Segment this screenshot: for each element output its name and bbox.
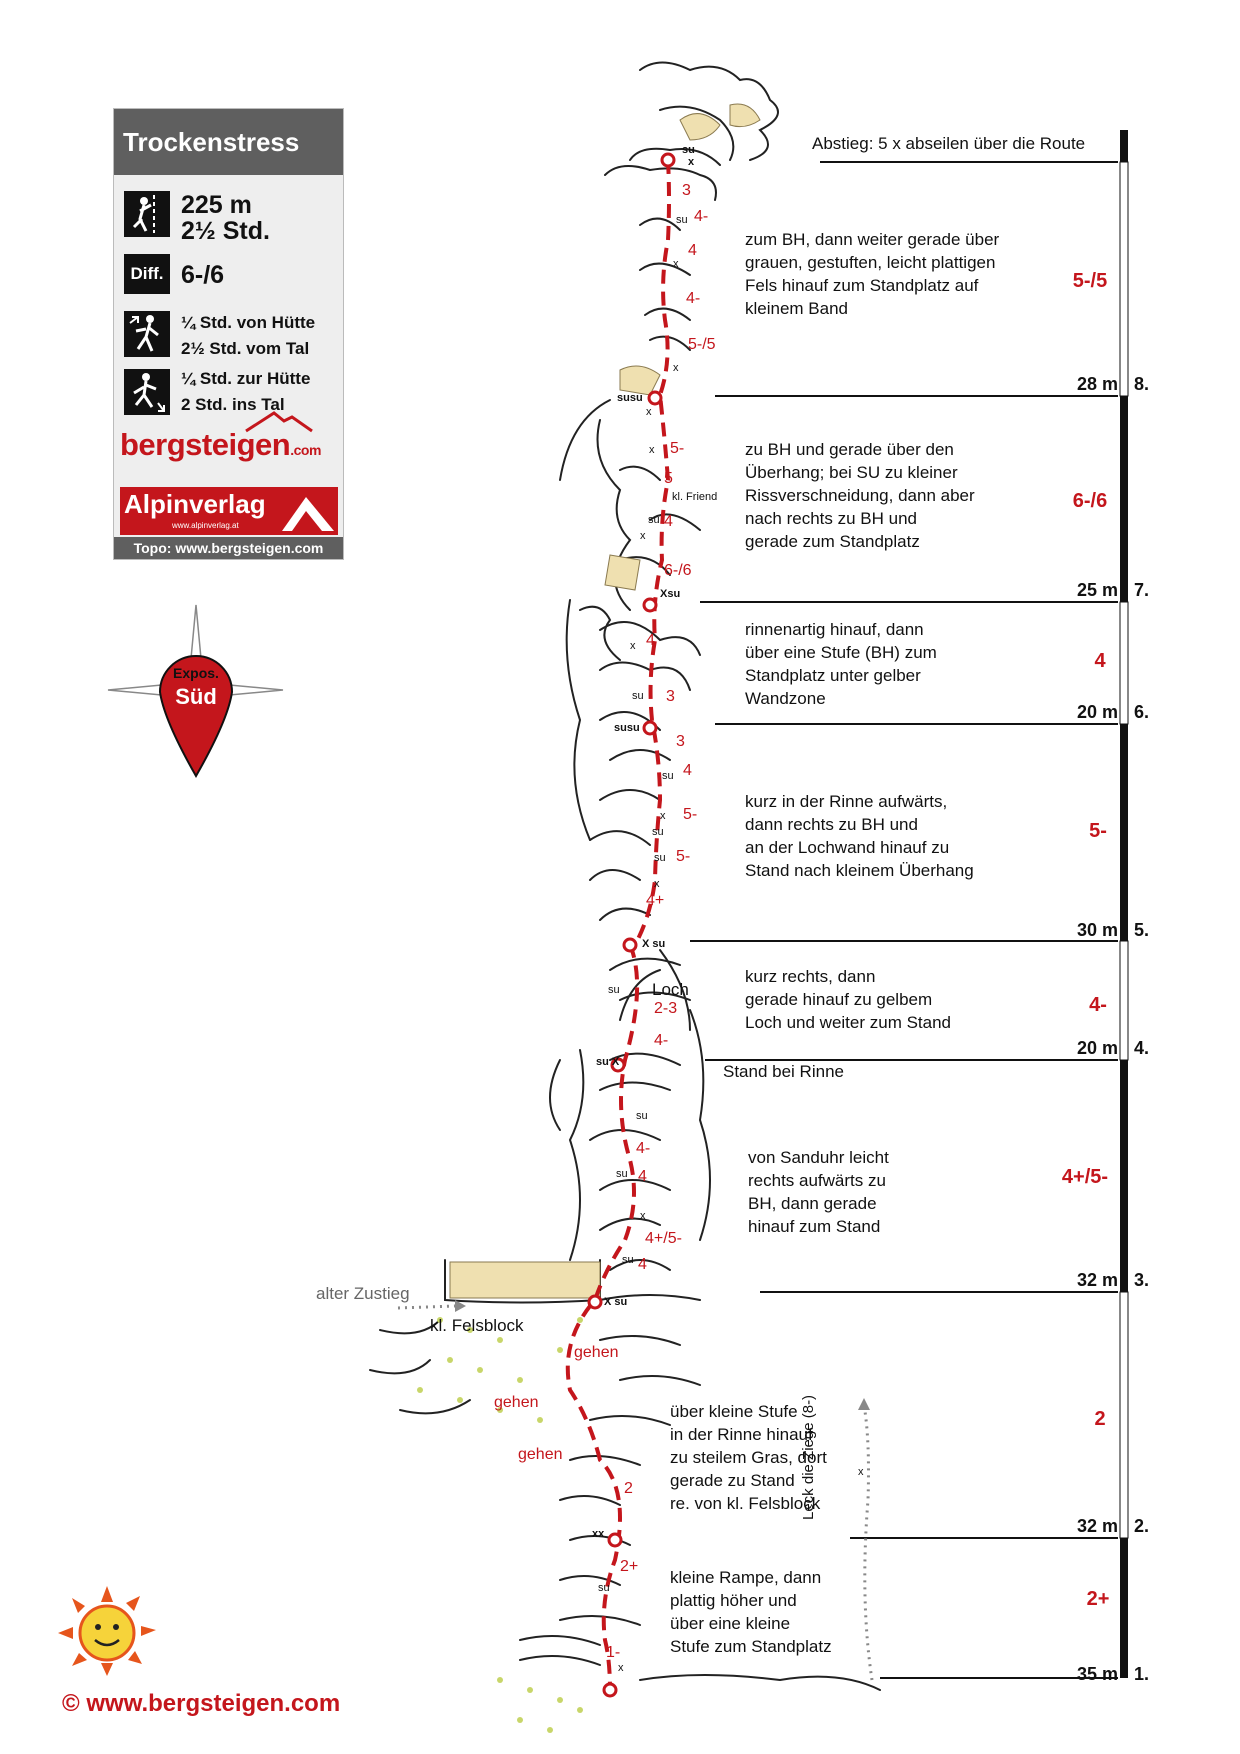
route-grade: 2 (624, 1480, 633, 1497)
pitch-number: 5. (1134, 920, 1150, 940)
compass-label-expos: Expos. (173, 665, 219, 681)
pitch-grade: 2 (1094, 1408, 1106, 1430)
bolt-label: x (630, 640, 636, 652)
approach-from-hut: ¼ Std. von Hütte (181, 313, 316, 332)
pitch-grade: 4 (1094, 650, 1106, 672)
route-grade: 3 (682, 182, 691, 199)
bolt-label: x (673, 362, 679, 374)
kl-felsblock-label: kl. Felsblock (430, 1316, 524, 1335)
pitch-length: 25 m (1076, 580, 1118, 600)
route-grade: 4- (654, 1032, 669, 1049)
pitch-description-line: dann rechts zu BH und (745, 815, 918, 834)
route-grade: 5 (664, 470, 673, 487)
route-grade: 1- (606, 1644, 621, 1661)
bolt-label: x (654, 878, 660, 890)
pitch-bar (1120, 130, 1128, 1678)
belay-label: su X (596, 1056, 620, 1068)
belay-label: su (682, 144, 695, 156)
sanduhr-label: su (662, 770, 674, 782)
route-grade: 4+ (646, 892, 665, 909)
pitch-description-line: an der Lochwand hinauf zu (745, 838, 950, 857)
pitch-description-line: plattig höher und (670, 1591, 797, 1610)
route-grade: 4 (638, 1168, 647, 1185)
route-grade: 4 (664, 513, 673, 530)
sanduhr-label: su (632, 690, 644, 702)
route-grade: 4 (688, 242, 697, 259)
pitch-description-line: über eine kleine (670, 1614, 791, 1633)
pitch-number: 7. (1134, 580, 1150, 600)
pitch-number: 2. (1134, 1516, 1150, 1536)
pitch-description-line: Stufe zum Standplatz (670, 1637, 832, 1656)
pitch-description-line: kurz in der Rinne aufwärts, (745, 792, 948, 811)
descent-note: Abstieg: 5 x abseilen über die Route (812, 134, 1086, 153)
route-grade: 2+ (620, 1558, 639, 1575)
route-grade: 3 (676, 733, 685, 750)
bolt-label: x (640, 530, 646, 542)
pitch-description-line: in der Rinne hinauf (670, 1425, 813, 1444)
pitch-length: 32 m (1076, 1516, 1118, 1536)
belay-label: xx (592, 1528, 605, 1540)
footer-copyright: © www.bergsteigen.com (62, 1690, 341, 1717)
route-grade: 4 (646, 632, 655, 649)
pitch-description-line: gerade zum Standplatz (745, 532, 920, 551)
belay-label: susu (614, 722, 640, 734)
pitch-description-line: über eine Stufe (BH) zum (745, 643, 937, 662)
climber-length-icon (124, 191, 170, 237)
loch-label: Loch (652, 980, 689, 999)
pitch-grade: 5-/5 (1072, 270, 1108, 292)
route-grade: 6-/6 (664, 562, 692, 579)
belay-label: X su (642, 938, 666, 950)
pitch-length: 32 m (1076, 1270, 1118, 1290)
pitch-length: 30 m (1076, 920, 1118, 940)
route-duration: 2½ Std. (181, 217, 270, 245)
route-line (568, 160, 669, 1690)
pitch-number: 8. (1134, 374, 1150, 394)
bolt-label: x (673, 258, 679, 270)
leck-die-ziege-label: Leck die Ziege (8-) (800, 1394, 817, 1520)
alpinverlag-logo: Alpinverlag www.alpinverlag.at (120, 487, 338, 535)
pitch-number: 3. (1134, 1270, 1150, 1290)
pitch-description-line: nach rechts zu BH und (745, 509, 917, 528)
sanduhr-label: su (616, 1168, 628, 1180)
pitch-description-line: Überhang; bei SU zu kleiner (745, 463, 958, 482)
approach-from-valley: 2½ Std. vom Tal (181, 339, 310, 358)
leck-die-ziege-arrowhead (858, 1398, 870, 1410)
topo-credit: Topo: www.bergsteigen.com (114, 537, 343, 559)
pitch-length: 20 m (1076, 1038, 1118, 1058)
pitch-description-line: von Sanduhr leicht (748, 1148, 889, 1167)
bolt-label: x (618, 1662, 624, 1674)
pitch-length: 35 m (1076, 1664, 1118, 1684)
belay-label: susu (617, 392, 643, 404)
route-title: Trockenstress (114, 109, 343, 175)
sanduhr-label: su (654, 852, 666, 864)
pitch-description-line: Standplatz unter gelber (745, 666, 921, 685)
pitch-description-line: Fels hinauf zum Standplatz auf (745, 276, 979, 295)
bolt-label: x (858, 1466, 864, 1478)
pitch-description-line: gerade hinauf zu gelbem (745, 990, 933, 1009)
bolt-label: x (688, 156, 695, 168)
pitch-description-line: Rissverschneidung, dann aber (745, 486, 975, 505)
pitch-description-line: Loch und weiter zum Stand (745, 1013, 952, 1032)
route-grade: 5- (676, 848, 691, 865)
sun-logo-icon (58, 1586, 156, 1676)
route-grade: 5- (683, 806, 698, 823)
sanduhr-label: su (622, 1254, 634, 1266)
pitch-grade: 5- (1089, 820, 1107, 842)
belay-label: Xsu (660, 588, 681, 600)
pitch-description-line: über kleine Stufe (670, 1402, 798, 1421)
pitch-description-line: gerade zu Stand (670, 1471, 795, 1490)
difficulty-label: Diff. (124, 254, 170, 294)
kl-friend-label: kl. Friend (672, 491, 718, 503)
return-to-valley: 2 Std. ins Tal (181, 395, 285, 414)
bolt-label: x (660, 810, 666, 822)
pitch-description-line: rinnenartig hinauf, dann (745, 620, 924, 639)
pitch-description-line: re. von kl. Felsblock (670, 1494, 821, 1513)
pitch-description-line: kleinem Band (745, 299, 849, 318)
route-length: 225 m (181, 191, 252, 219)
route-grade: 4 (638, 1256, 647, 1273)
route-grade: gehen (518, 1446, 563, 1463)
pitch-description-line: zu steilem Gras, dort (670, 1448, 827, 1467)
pitch-number: 6. (1134, 702, 1150, 722)
route-difficulty: 6-/6 (181, 261, 225, 289)
pitch-length: 20 m (1076, 702, 1118, 722)
yellow-rock-zones (450, 104, 760, 1298)
belay-label: X su (604, 1296, 628, 1308)
pitch-grade: 2+ (1086, 1588, 1110, 1610)
sanduhr-label: su (676, 214, 688, 226)
pitch-description-line: rechts aufwärts zu (748, 1171, 886, 1190)
route-grade: gehen (494, 1394, 539, 1411)
route-grade: 4+/5- (645, 1230, 682, 1247)
pitch-grade: 6-/6 (1072, 490, 1108, 512)
pitch-description-line: kleine Rampe, dann (670, 1568, 822, 1587)
route-grade: 2-3 (654, 1000, 678, 1017)
sanduhr-label: su (648, 514, 660, 526)
sanduhr-label: su (598, 1582, 610, 1594)
pitch-description-line: Wandzone (745, 689, 826, 708)
pitch-number: 4. (1134, 1038, 1150, 1058)
hiker-descent-icon (124, 369, 170, 415)
alpinverlag-mountain-icon (280, 491, 336, 533)
route-grade: 4 (683, 762, 692, 779)
sanduhr-label: su (652, 826, 664, 838)
pitch-description-line: zu BH und gerade über den (745, 440, 954, 459)
logo-mountain-icon (244, 409, 314, 433)
pitch-description-line: zum BH, dann weiter gerade über (745, 230, 1000, 249)
pitch-description-line: kurz rechts, dann (745, 967, 876, 986)
route-grade: 3 (666, 688, 675, 705)
route-grade: gehen (574, 1344, 619, 1361)
sanduhr-label: su (608, 984, 620, 996)
alter-zustieg-label: alter Zustieg (316, 1284, 410, 1303)
bergsteigen-logo: bergsteigen.com (120, 427, 321, 462)
pitch-description-line: hinauf zum Stand (748, 1217, 881, 1236)
pitch-description-line: Stand nach kleinem Überhang (745, 861, 974, 880)
route-info-card (113, 108, 344, 560)
grass-area (417, 1317, 583, 1733)
hiker-approach-icon (124, 311, 170, 357)
route-grade: 4- (686, 290, 701, 307)
return-to-hut: ¼ Std. zur Hütte (181, 369, 311, 388)
bolt-label: x (646, 406, 652, 418)
bolt-label: x (640, 1210, 646, 1222)
pitch-description-line: grauen, gestuften, leicht plattigen (745, 253, 996, 272)
pitch-description-line: BH, dann gerade (748, 1194, 877, 1213)
route-grade: 4- (636, 1140, 651, 1157)
stand-bei-rinne-label: Stand bei Rinne (723, 1062, 844, 1081)
pitch-number: 1. (1134, 1664, 1150, 1684)
bolt-label: x (649, 444, 655, 456)
pitch-grade: 4+/5- (1061, 1166, 1109, 1188)
pitch-length: 28 m (1076, 374, 1118, 394)
pitch-grade: 4- (1089, 994, 1107, 1016)
route-grade: 5- (670, 440, 685, 457)
compass-label-sued: Süd (175, 684, 217, 709)
route-grade: 5-/5 (688, 336, 716, 353)
route-grade: 4- (694, 208, 709, 225)
sanduhr-label: su (636, 1110, 648, 1122)
